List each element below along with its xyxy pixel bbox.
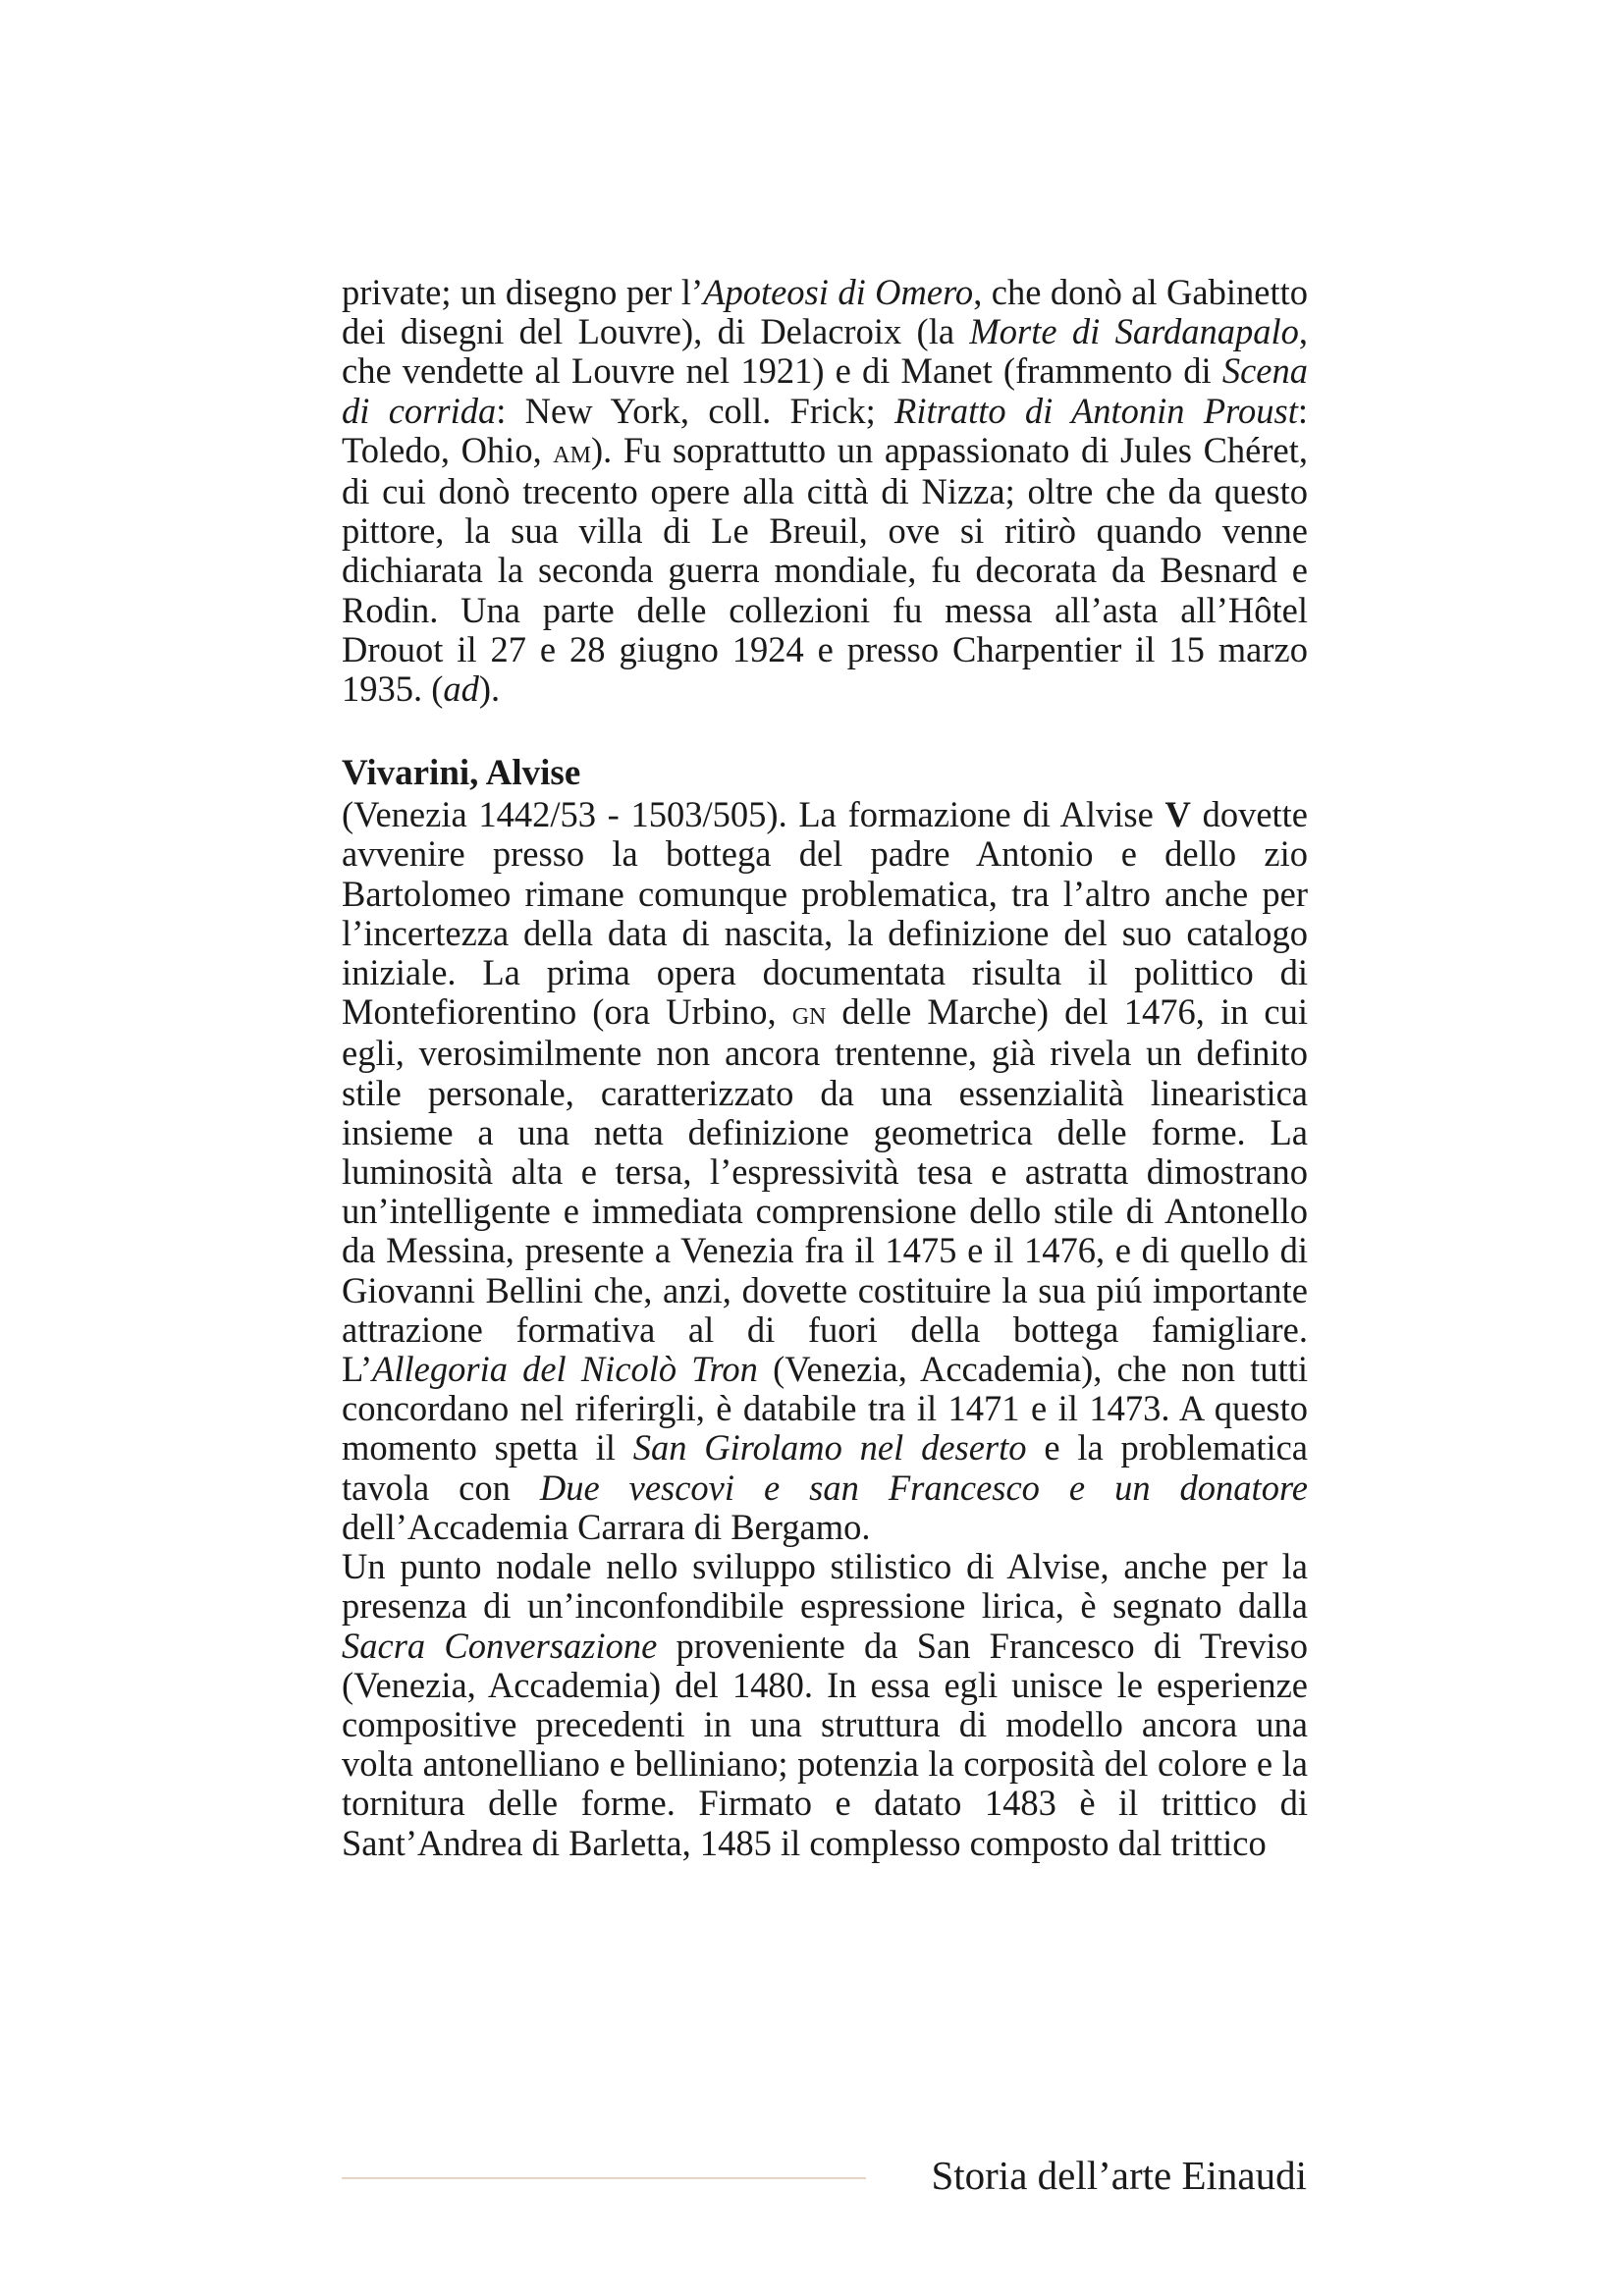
page-body — [342, 273, 1308, 1863]
entry-paragraph-1 — [342, 795, 1308, 1547]
text-run: Un punto nodale nello sviluppo stilistico di Alvise, anche per la presenza di un’inconfondibile espressione lirica, è segnato dalla — [342, 1546, 1308, 1627]
text-run: ). — [478, 668, 501, 710]
text-run: private; un disegno per l’ — [342, 272, 704, 312]
artwork-title: Due vescovi e san Francesco e un donatore — [539, 1467, 1308, 1508]
text-run: : Toledo, Ohio, — [342, 390, 1308, 470]
artwork-title: Apoteosi di Omero — [703, 272, 974, 312]
text-run: (Venezia, Accademia), che non tutti concordano nel riferirgli, è databile tra il 1471 e il 1473. A questo momento spetta il — [342, 1349, 1308, 1468]
text-run: (Venezia 1442/53 - 1503/505). La formazione di Alvise — [342, 794, 1165, 835]
museum-abbreviation: am — [553, 433, 591, 470]
text-run: proveniente da San Francesco di Treviso (Venezia, Accademia) del 1480. In essa egli unisce le esperienze compositive precedenti in una struttura di modello ancora una volta antonelliano e belliniano; potenzia la corposità del colore e la tornitura delle forme. Firmato e datato 1483 è il trittico di Sant’Andrea di Barletta, 1485 il complesso composto dal trittico — [342, 1625, 1308, 1863]
text-run: delle Marche) del 1476, in cui egli, verosimilmente non ancora trentenne, già rivela un definito stile personale, caratterizzato da una essenzialità linearistica insieme a una netta definizione geometrica delle forme. La luminosità alta e tersa, l’espressività tesa e astratta dimostrano un’intelligente e immediata comprensione dello stile di Antonello da Messina, presente a Venezia fra il 1475 e il 1476, e di quello di Giovanni Bellini che, anzi, dovette costituire la sua piú importante attrazione formativa al di fuori della bottega famigliare. L’ — [342, 991, 1308, 1390]
text-run: , che vendette al Louvre nel 1921) e di Manet (frammento di — [342, 311, 1308, 392]
text-run: : New York, coll. Frick; — [496, 390, 895, 431]
author-initials: ad — [443, 668, 479, 710]
artwork-title: Allegoria del Nicolò Tron — [372, 1349, 758, 1390]
entry-paragraph-2 — [342, 1547, 1308, 1863]
text-run: e la problematica tavola con — [342, 1427, 1309, 1508]
text-run: dell’Accademia Carrara di Bergamo. — [342, 1506, 871, 1547]
intro-paragraph — [342, 273, 1308, 709]
text-run: dovette avvenire presso la bottega del padre Antonio e dello zio Bartolomeo rimane comunque problematica, tra l’altro anche per l’incertezza della data di nascita, la definizione del suo catalogo iniziale. La prima opera documentata risulta il polittico di Montefiorentino (ora Urbino, — [342, 794, 1308, 1033]
artwork-title: San Girolamo nel deserto — [632, 1427, 1027, 1468]
text-run: ). Fu soprattutto un appassionato di Jules Chéret, di cui donò trecento opere alla città di Nizza; oltre che da questo pittore, la sua villa di Le Breuil, ove si ritirò quando venne dichiarata la seconda guerra mondiale, fu decorata da Besnard e Rodin. Una parte delle collezioni fu messa all’asta all’Hôtel Drouot il 27 e 28 giugno 1924 e presso Charpentier il 15 marzo 1935. ( — [342, 429, 1308, 710]
artwork-title: Ritratto di Antonin Proust — [894, 390, 1298, 431]
text-run: , che donò al Gabinetto dei disegni del Louvre), di Delacroix (la — [342, 272, 1308, 352]
museum-abbreviation: gn — [791, 995, 827, 1033]
footer-rule — [342, 2177, 866, 2179]
entry-heading: Vivarini, Alvise — [342, 753, 581, 794]
artwork-title: Morte di Sardanapalo — [969, 311, 1299, 352]
artwork-title: Scena di corrida — [342, 350, 1308, 431]
entry-initial: V — [1164, 794, 1191, 835]
footer-label: Storia dell’arte Einaudi — [931, 2153, 1307, 2198]
artwork-title: Sacra Conversazione — [342, 1625, 658, 1666]
